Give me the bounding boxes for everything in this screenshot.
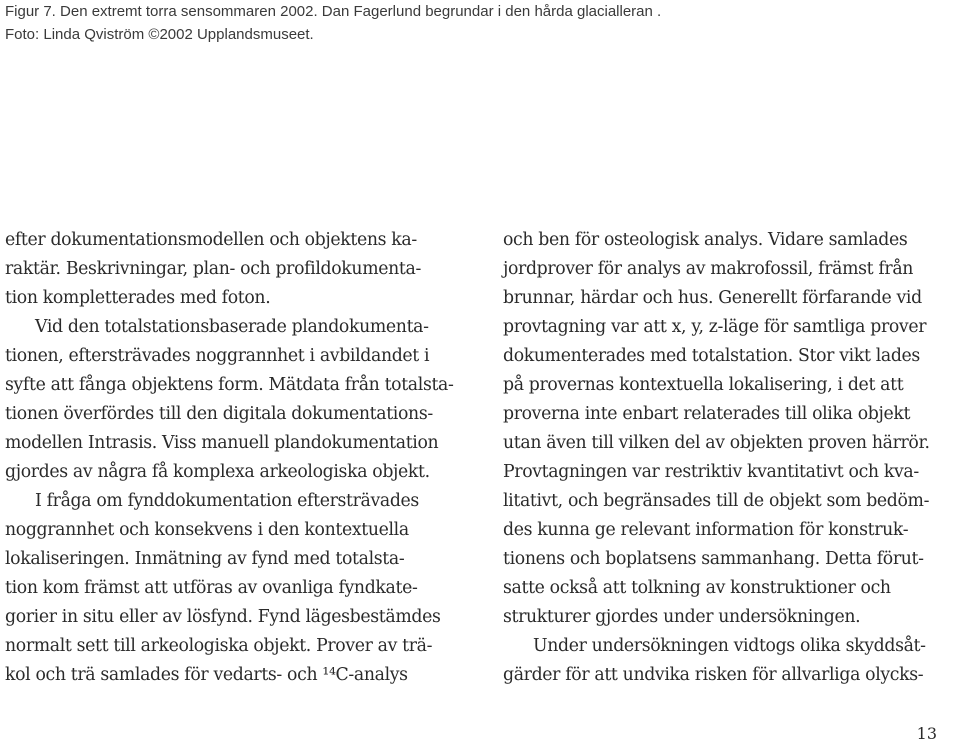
text-column-left [5, 226, 455, 690]
text-line: noggrannhet och konsekvens i den kontextuella [5, 520, 409, 540]
text-line: gjordes av några få komplexa arkeologiska objekt. [5, 462, 430, 482]
text-line: I fråga om fynddokumentation eftersträvades [35, 491, 419, 511]
text-line: litativt, och begränsades till de objekt som bedöm- [503, 491, 930, 511]
caption-line: Figur 7. Den extremt torra sensommaren 2002. Dan Fagerlund begrundar i den hårda glacialleran . [5, 3, 662, 20]
figure-caption [5, 0, 945, 46]
text-line: gärder för att undvika risken för allvarliga olycks- [503, 665, 924, 685]
text-line: Vid den totalstationsbaserade plandokumenta- [35, 317, 429, 337]
text-line: Under undersökningen vidtogs olika skyddsåt- [533, 636, 926, 656]
text-line: gorier in situ eller av lösfynd. Fynd lägesbestämdes [5, 607, 441, 627]
text-line: raktär. Beskrivningar, plan- och profildokumenta- [5, 259, 421, 279]
text-line: tionen överfördes till den digitala dokumentations- [5, 404, 433, 424]
page-number: 13 [916, 724, 937, 743]
text-line: normalt sett till arkeologiska objekt. Prover av trä- [5, 636, 433, 656]
text-line: des kunna ge relevant information för konstruk- [503, 520, 909, 540]
caption-line: Foto: Linda Qviström ©2002 Upplandsmuseet. [5, 26, 314, 43]
text-line: strukturer gjordes under undersökningen. [503, 607, 861, 627]
text-line: lokaliseringen. Inmätning av fynd med totalsta- [5, 549, 405, 569]
text-line: dokumenterades med totalstation. Stor vikt lades [503, 346, 920, 366]
text-line: brunnar, härdar och hus. Generellt förfarande vid [503, 288, 922, 308]
text-line: och ben för osteologisk analys. Vidare samlades [503, 230, 908, 250]
text-line: på provernas kontextuella lokalisering, i det att [503, 375, 904, 395]
text-line: provtagning var att x, y, z-läge för samtliga prover [503, 317, 927, 337]
text-line: satte också att tolkning av konstruktioner och [503, 578, 891, 598]
text-line: Provtagningen var restriktiv kvantitativt och kva- [503, 462, 919, 482]
text-line: kol och trä samlades för vedarts- och ¹⁴C-analys [5, 665, 408, 685]
text-line: efter dokumentationsmodellen och objektens ka- [5, 230, 417, 250]
text-line: utan även till vilken del av objekten proven härrör. [503, 433, 930, 453]
text-line: jordprover för analys av makrofossil, främst från [503, 259, 914, 279]
text-line: tion kompletterades med foton. [5, 288, 271, 308]
text-line: syfte att fånga objektens form. Mätdata från totalsta- [5, 375, 454, 395]
text-line: modellen Intrasis. Viss manuell plandokumentation [5, 433, 439, 453]
text-line: tionens och boplatsens sammanhang. Detta förut- [503, 549, 924, 569]
text-column-right [503, 226, 953, 690]
text-line: proverna inte enbart relaterades till olika objekt [503, 404, 911, 424]
text-line: tion kom främst att utföras av ovanliga fyndkate- [5, 578, 418, 598]
text-line: tionen, eftersträvades noggrannhet i avbildandet i [5, 346, 430, 366]
